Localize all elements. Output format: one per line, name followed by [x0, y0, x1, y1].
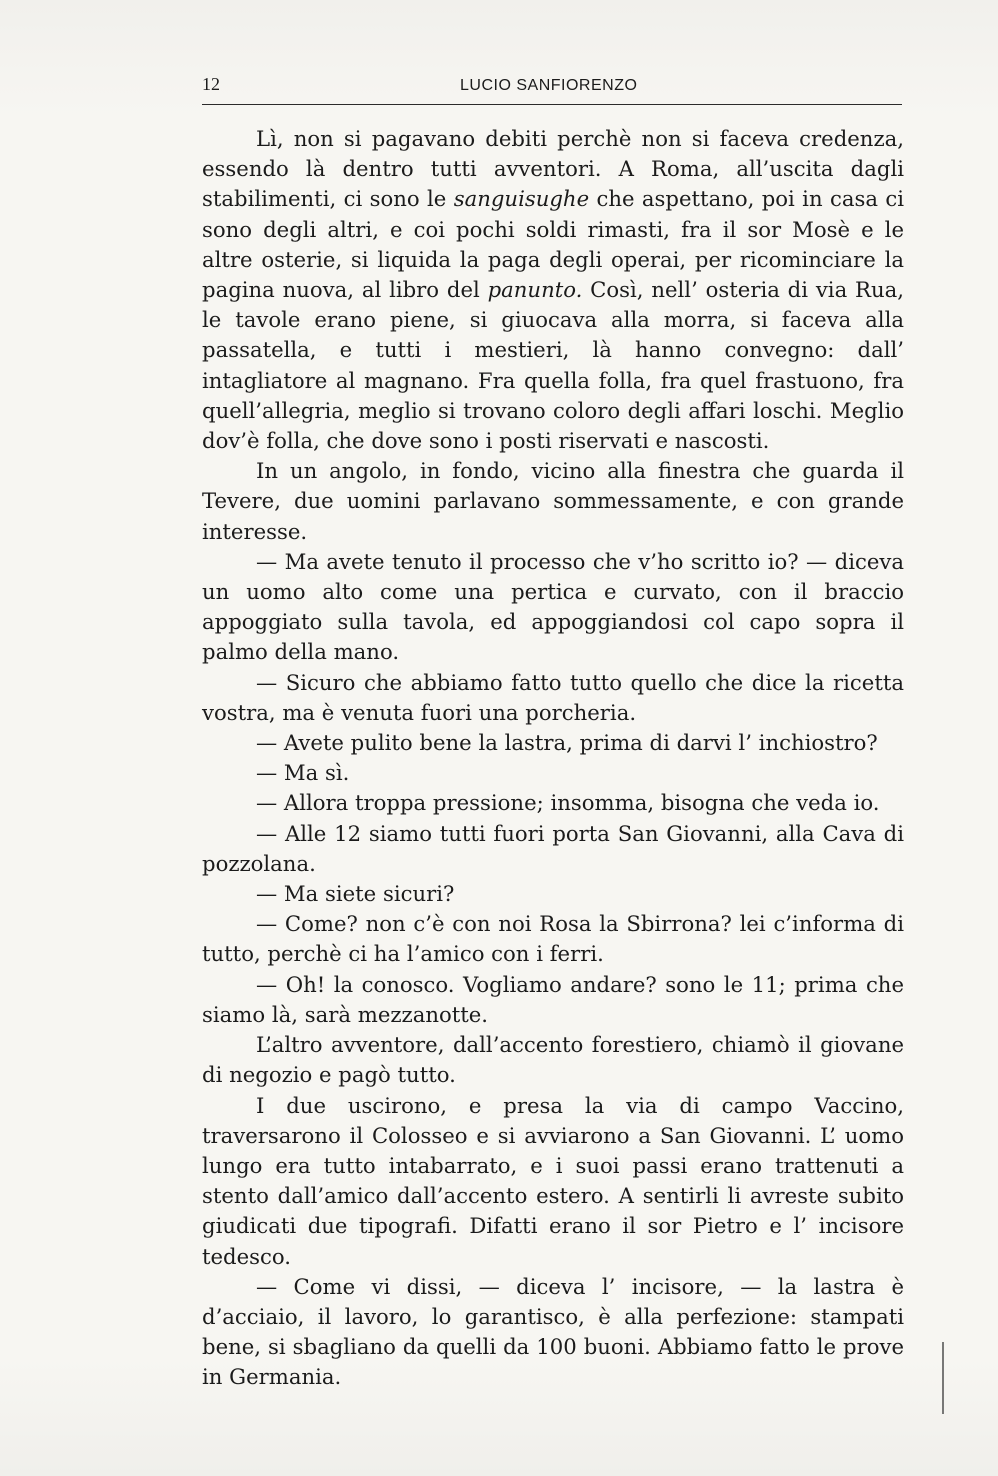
paragraph-narrative: L’altro avventore, dall’accento forestiero, chiamò il giovane di negozio e pagò tutto.	[202, 1032, 904, 1088]
header-rule	[202, 104, 902, 105]
italic-word-sanguisughe: sanguisughe	[453, 186, 590, 212]
running-title: LUCIO SANFIORENZO	[460, 77, 638, 94]
body-text	[202, 124, 904, 1393]
dialogue-line: — Come vi dissi, — diceva l’ incisore, — la lastra è d’acciaio, il lavoro, lo garantisco, è alla perfezione: stampati bene, si sbagliano da quelli da 100 buoni. Abbiamo fatto le prove in Germania.	[202, 1273, 904, 1390]
paragraph-narrative: I due uscirono, e presa la via di campo Vaccino, traversarono il Colosseo e si avviarono a San Giovanni. L’ uomo lungo era tutto intabarrato, e i suoi passi erano trattenuti a stento dall’amico dall’accento estero. A sentirli li avreste subito giudicati due tipografi. Difatti erano il sor Pietro e l’ incisore tedesco.	[202, 1092, 904, 1269]
dialogue-line: — Ma sì.	[256, 760, 350, 786]
paragraph-1: Lì, non si pagavano debiti perchè non si faceva credenza, essendo là dentro tutti avventori. A Roma, all’uscita dagli stabilimenti, ci sono le sanguisughe che aspettano, poi in casa ci sono degli altri, e coi pochi soldi rimasti, fra il sor Mosè e le altre osterie, si liquida la paga degli operai, per ricominciare la pagina nuova, al libro del panunto. Così, nell’ osteria di via Rua, le tavole erano piene, si giuocava alla morra, si faceva alla passatella, e tutti i mestieri, là hanno convegno: dall’ intagliatore al magnano. Fra quella folla, fra quel frastuono, fra quell’allegria, meglio si trovano coloro degli affari loschi. Meglio dov’è folla, che dove sono i posti riservati e nascosti.	[202, 126, 905, 454]
dialogue-line: — Come? non c’è con noi Rosa la Sbirrona? lei c’informa di tutto, perchè ci ha l’amico con i ferri.	[202, 911, 904, 967]
dialogue-line: — Ma siete sicuri?	[256, 881, 455, 907]
page-number: 12	[202, 74, 220, 94]
dialogue-line: — Avete pulito bene la lastra, prima di darvi l’ inchiostro?	[256, 730, 878, 756]
page-header	[202, 74, 902, 98]
scan-edge-mark	[942, 1342, 944, 1414]
dialogue-line: — Oh! la conosco. Vogliamo andare? sono le 11; prima che siamo là, sarà mezzanotte.	[202, 971, 904, 1027]
dialogue-line: — Alle 12 siamo tutti fuori porta San Giovanni, alla Cava di pozzolana.	[202, 820, 904, 876]
dialogue-line: — Allora troppa pressione; insomma, bisogna che veda io.	[256, 790, 880, 816]
dialogue-line: — Ma avete tenuto il processo che v’ho scritto io? — diceva un uomo alto come una pertica e curvato, con il braccio appoggiato sulla tavola, ed appoggiandosi col capo sopra il palmo della mano.	[202, 548, 904, 665]
italic-word-panunto: panunto.	[487, 277, 583, 303]
paragraph-2: In un angolo, in fondo, vicino alla finestra che guarda il Tevere, due uomini parlavano sommessamente, e con grande interesse.	[202, 458, 904, 544]
dialogue-line: — Sicuro che abbiamo fatto tutto quello che dice la ricetta vostra, ma è venuta fuori una porcheria.	[202, 669, 904, 725]
